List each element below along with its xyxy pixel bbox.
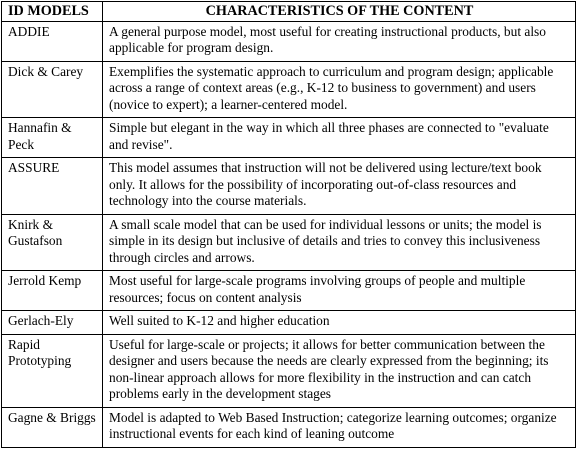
model-name: Jerrold Kemp — [2, 271, 103, 311]
model-name: Dick & Carey — [2, 61, 103, 118]
table-row — [2, 118, 576, 158]
table-row — [2, 311, 576, 335]
header-id-models: ID MODELS — [2, 2, 103, 22]
model-name: Hannafin & Peck — [2, 118, 103, 158]
table-row — [2, 21, 576, 61]
model-name: Knirk & Gustafson — [2, 214, 103, 271]
header-characteristics: CHARACTERISTICS OF THE CONTENT — [103, 2, 576, 22]
model-description: Exemplifies the systematic approach to curriculum and program design; applicable across a range of context areas (e.g., K-12 to business to government) and users (novice to expert); a learner-centered model. — [103, 61, 576, 118]
table-row — [2, 61, 576, 118]
table-row — [2, 334, 576, 407]
table-row — [2, 158, 576, 215]
model-name: Gerlach-Ely — [2, 311, 103, 335]
model-description: This model assumes that instruction will not be delivered using lecture/text book only. It allows for the possibility of incorporating out-of-class resources and technology into the course materials. — [103, 158, 576, 215]
model-name: ASSURE — [2, 158, 103, 215]
table-row — [2, 407, 576, 447]
model-name: Gagne & Briggs — [2, 407, 103, 447]
model-description: Well suited to K-12 and higher education — [103, 311, 576, 335]
model-description: A small scale model that can be used for individual lessons or units; the model is simple in its design but inclusive of details and tries to convey this inclusiveness through circles and arrows. — [103, 214, 576, 271]
model-description: Useful for large-scale or projects; it allows for better communication between the designer and users because the needs are clearly expressed from the beginning; its non-linear approach allows for more flexibility in the instruction and can catch problems early in the development stages — [103, 334, 576, 407]
header-row — [2, 2, 576, 22]
model-description: Simple but elegant in the way in which all three phases are connected to "evaluate and revise". — [103, 118, 576, 158]
model-name: Rapid Prototyping — [2, 334, 103, 407]
table-row — [2, 214, 576, 271]
id-models-table — [1, 1, 576, 448]
model-description: Model is adapted to Web Based Instruction; categorize learning outcomes; organize instructional events for each kind of leaning outcome — [103, 407, 576, 447]
model-description: Most useful for large-scale programs involving groups of people and multiple resources; focus on content analysis — [103, 271, 576, 311]
table-row — [2, 271, 576, 311]
model-name: ADDIE — [2, 21, 103, 61]
model-description: A general purpose model, most useful for creating instructional products, but also applicable for program design. — [103, 21, 576, 61]
